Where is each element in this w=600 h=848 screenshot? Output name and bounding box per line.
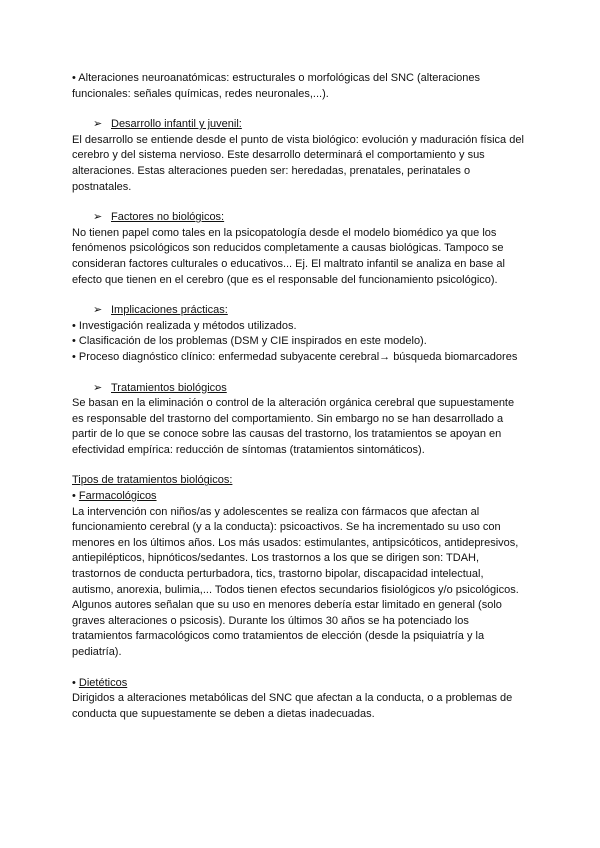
section-title: Tratamientos biológicos <box>111 381 227 394</box>
list-item: • Proceso diagnóstico clínico: enfermedad subyacente cerebral→ búsqueda biomarcadores <box>72 350 518 363</box>
subheading-dieteticos <box>72 676 528 692</box>
document-page <box>72 71 528 722</box>
bullet-icon: • <box>72 490 79 503</box>
paragraph-farmacologicos: La intervención con niños/as y adolescentes se realiza con fármacos que afectan al funcionamiento cerebral (y a la conducta): psicoactivos. Se ha incrementado su uso con menores en los últimos años. Los más usados: estimulantes, antipsicóticos, antidepresivos, antiepilépticos, hipnóticos/sedantes. Los trastornos a los que se dirigen son: TDAH, trastornos de conducta perturbadora, tics, trastorno bipolar, discapacidad intelectual, autismo, anorexia, bulimia,... Todos tienen efectos secundarios fisiológicos y/o psicológicos. Algunos autores señalan que su uso en menores debería estar limitado en general (solo graves alteraciones o psicosis). Durante los últimos 30 años se ha potenciado los tratamientos farmacológicos como tratamientos de elección (desde la psiquiatría y la pediatría). <box>72 505 519 658</box>
section-heading-tratamientos <box>72 381 528 397</box>
section-heading-desarrollo <box>72 117 528 133</box>
paragraph-dieteticos: Dirigidos a alteraciones metabólicas del SNC que afectan a la conducta, o a problemas de conducta que supuestamente se deben a dietas inadecuadas. <box>72 692 513 720</box>
spacer <box>72 102 528 117</box>
spacer <box>72 661 528 676</box>
spacer <box>72 288 528 303</box>
subheading-farmacologicos <box>72 489 528 505</box>
list-item: • Investigación realizada y métodos utilizados. <box>72 319 297 332</box>
section-title: Desarrollo infantil y juvenil: <box>111 118 242 131</box>
subheading-title: Dietéticos <box>78 676 128 689</box>
list-item: • Clasificación de los problemas (DSM y CIE inspirados en este modelo). <box>72 335 427 348</box>
section-heading-factores <box>72 210 528 226</box>
section-heading-implicaciones <box>72 303 528 319</box>
section-title: Factores no biológicos: <box>111 211 225 224</box>
arrow-bullet-icon: ➢ <box>93 304 103 317</box>
section-title: Implicaciones prácticas: <box>111 304 228 317</box>
spacer <box>72 458 528 473</box>
arrow-bullet-icon: ➢ <box>93 118 103 131</box>
section-paragraph-factores: No tienen papel como tales en la psicopatología desde el modelo biomédico ya que los fenómenos psicológicos son reducidos completamente a causas biológicas. Tampoco se consideran factores culturales o educativos... Ej. El maltrato infantil se analiza en base al efecto que tienen en el cerebro (que es el responsable del funcionamiento psicológico). <box>72 226 505 286</box>
spacer <box>72 195 528 210</box>
arrow-bullet-icon: ➢ <box>93 381 103 394</box>
spacer <box>72 366 528 381</box>
tipos-title: Tipos de tratamientos biológicos: <box>72 474 233 487</box>
intro-paragraph: • Alteraciones neuroanatómicas: estructurales o morfológicas del SNC (alteraciones funcionales: señales químicas, redes neuronales,...). <box>72 72 480 100</box>
arrow-bullet-icon: ➢ <box>93 211 103 224</box>
section-paragraph-desarrollo: El desarrollo se entiende desde el punto de vista biológico: evolución y maduración física del cerebro y del sistema nervioso. Este desarrollo determinará el comportamiento y sus alteraciones. Estas alteraciones pueden ser: heredadas, prenatales, perinatales o postnatales. <box>72 133 524 193</box>
section-paragraph-tratamientos: Se basan en la eliminación o control de la alteración orgánica cerebral que supuestamente es responsable del trastorno del comportamiento. Sin embargo no se han desarrollado a partir de lo que se conoce sobre las causas del trastorno, los tratamientos se apoyan en efectividad empírica: reducción de síntomas (tratamientos sintomáticos). <box>72 397 515 456</box>
bullet-icon: • <box>72 676 79 689</box>
subheading-title: Farmacológicos <box>78 490 157 503</box>
